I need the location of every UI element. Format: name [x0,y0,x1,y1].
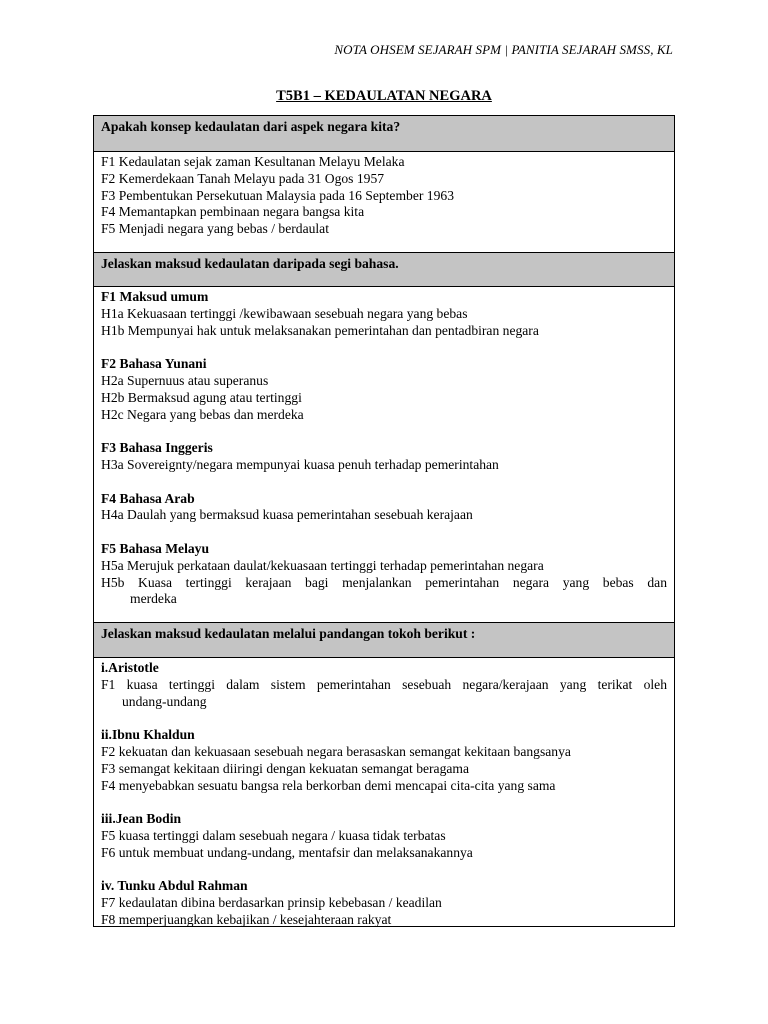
answer-line: F3 semangat kekitaan diiringi dengan kekuatan semangat beragama [101,760,470,776]
answer-line: F5 Menjadi negara yang bebas / berdaulat [101,221,329,237]
answer-line: F7 kedaulatan dibina berdasarkan prinsip kebebasan / keadilan [101,895,442,911]
answer-cell [94,152,674,253]
question-row: Jelaskan maksud kedaulatan melalui pandangan tokoh berikut : [94,623,674,658]
answer-line: F8 memperjuangkan kebajikan / kesejahteraan rakyat [101,911,392,927]
answer-line: F3 Pembentukan Persekutuan Malaysia pada 16 September 1963 [101,187,454,203]
question-row: Apakah konsep kedaulatan dari aspek negara kita? [94,116,674,152]
answer-line: H1a Kekuasaan tertinggi /kewibawaan sesebuah negara yang bebas [101,305,468,321]
group-heading: F4 Bahasa Arab [101,490,195,506]
answer-line: H2c Negara yang bebas dan merdeka [101,406,304,422]
answer-cell [94,658,674,926]
group-heading: F2 Bahasa Yunani [101,356,207,372]
notes-table [93,115,675,927]
answer-line: H2a Supernuus atau superanus [101,372,269,388]
answer-line: H1b Mempunyai hak untuk melaksanakan pemerintahan dan pentadbiran negara [101,322,539,338]
group-heading: ii.Ibnu Khaldun [101,727,195,743]
answer-line: F5 kuasa tertinggi dalam sesebuah negara / kuasa tidak terbatas [101,827,446,843]
answer-line: H5b Kuasa tertinggi kerajaan bagi menjalankan pemerintahan negara yang bebas dan [101,574,667,590]
group-heading: i.Aristotle [101,660,159,675]
answer-line: F1 Kedaulatan sejak zaman Kesultanan Melayu Melaka [101,154,405,169]
group-heading: iii.Jean Bodin [101,811,182,827]
answer-line-continuation: undang-undang [122,693,207,709]
answer-line: H4a Daulah yang bermaksud kuasa pemerintahan sesebuah kerajaan [101,507,473,523]
group-heading: F3 Bahasa Inggeris [101,440,213,456]
answer-line-continuation: merdeka [130,591,177,607]
answer-line: H3a Sovereignty/negara mempunyai kuasa penuh terhadap pemerintahan [101,456,499,472]
answer-line: F4 menyebabkan sesuatu bangsa rela berkorban demi mencapai cita-cita yang sama [101,777,556,793]
group-heading: iv. Tunku Abdul Rahman [101,878,248,894]
group-heading: F1 Maksud umum [101,289,209,304]
page-title: T5B1 – KEDAULATAN NEGARA [276,88,492,104]
answer-cell [94,287,674,623]
page-header: NOTA OHSEM SEJARAH SPM | PANITIA SEJARAH SMSS, KL [334,42,673,57]
answer-line: F1 kuasa tertinggi dalam sistem pemerintahan sesebuah negara/kerajaan yang terikat oleh [101,676,667,692]
answer-line: F2 Kemerdekaan Tanah Melayu pada 31 Ogos 1957 [101,170,385,186]
answer-line: H5a Merujuk perkataan daulat/kekuasaan tertinggi terhadap pemerintahan negara [101,557,544,573]
question-row: Jelaskan maksud kedaulatan daripada segi bahasa. [94,253,674,287]
answer-line: F6 untuk membuat undang-undang, mentafsir dan melaksanakannya [101,844,473,860]
answer-line: H2b Bermaksud agung atau tertinggi [101,389,302,405]
answer-line: F4 Memantapkan pembinaan negara bangsa kita [101,204,365,220]
answer-line: F2 kekuatan dan kekuasaan sesebuah negara berasaskan semangat kekitaan bangsanya [101,743,571,759]
group-heading: F5 Bahasa Melayu [101,540,209,556]
